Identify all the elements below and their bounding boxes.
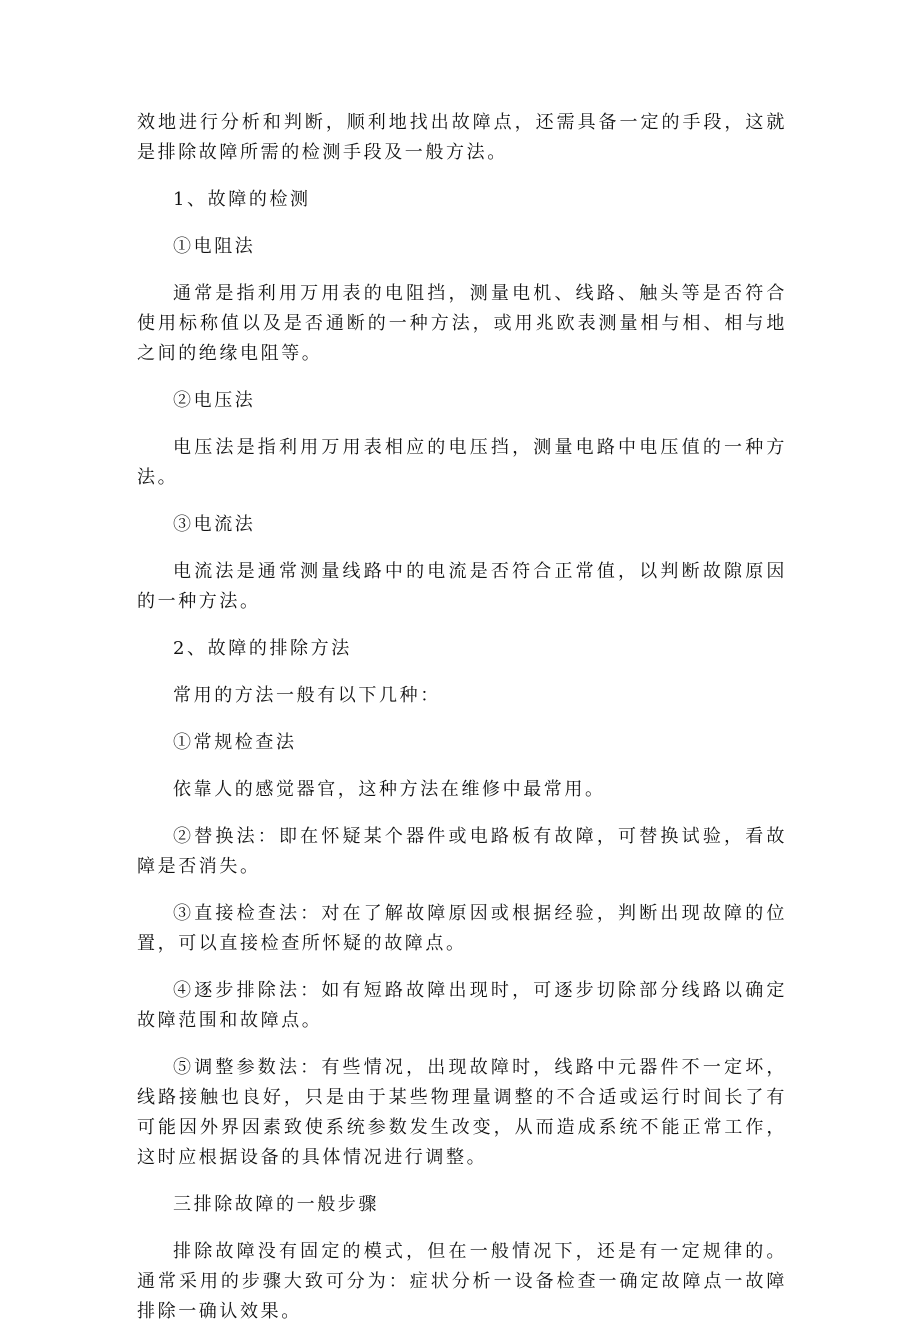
heading-general-steps: 三排除故障的一般步骤	[173, 1194, 379, 1215]
subheading-voltage-method: ②电压法	[173, 390, 256, 411]
subheading-resistance-method: ①电阻法	[173, 236, 256, 257]
heading-fault-removal-methods: 2、故障的排除方法	[173, 638, 352, 659]
paragraph-resistance-method: 通常是指利用万用表的电阻挡，测量电机、线路、触头等是否符合使用标称值以及是否通断的一种方法，或用兆欧表测量相与相、相与地之间的绝缘电阻等。	[137, 283, 787, 364]
paragraph-intro-continuation: 效地进行分析和判断，顺利地找出故障点，还需具备一定的手段，这就是排除故障所需的检测手段及一般方法。	[137, 112, 787, 163]
paragraph-common-methods-intro: 常用的方法一般有以下几种：	[173, 685, 441, 706]
paragraph-current-method: 电流法是通常测量线路中的电流是否符合正常值，以判断故隙原因的一种方法。	[137, 561, 787, 612]
paragraph-direct-inspection: ③直接检查法：对在了解故障原因或根据经验，判断出现故障的位置，可以直接检查所怀疑的故障点。	[137, 903, 787, 954]
paragraph-replacement-method: ②替换法：即在怀疑某个器件或电路板有故障，可替换试验，看故障是否消失。	[137, 826, 787, 877]
subheading-routine-inspection: ①常规检查法	[173, 732, 297, 753]
paragraph-general-steps: 排除故障没有固定的模式，但在一般情况下，还是有一定规律的。通常采用的步骤大致可分为：症状分析一设备检查一确定故障点一故障排除一确认效果。	[137, 1241, 787, 1322]
paragraph-stepwise-elimination: ④逐步排除法：如有短路故障出现时，可逐步切除部分线路以确定故障范围和故障点。	[137, 980, 787, 1031]
paragraph-routine-inspection: 依靠人的感觉器官，这种方法在维修中最常用。	[173, 779, 606, 800]
paragraph-voltage-method: 电压法是指利用万用表相应的电压挡，测量电路中电压值的一种方法。	[137, 437, 787, 488]
document-page	[137, 108, 787, 1344]
heading-fault-detection: 1、故障的检测	[173, 189, 311, 210]
subheading-current-method: ③电流法	[173, 514, 256, 535]
paragraph-parameter-adjustment: ⑤调整参数法：有些情况，出现故障时，线路中元器件不一定坏，线路接触也良好，只是由于某些物理量调整的不合适或运行时间长了有可能因外界因素致使系统参数发生改变，从而造成系统不能正常工作，这时应根据设备的具体情况进行调整。	[137, 1057, 787, 1168]
